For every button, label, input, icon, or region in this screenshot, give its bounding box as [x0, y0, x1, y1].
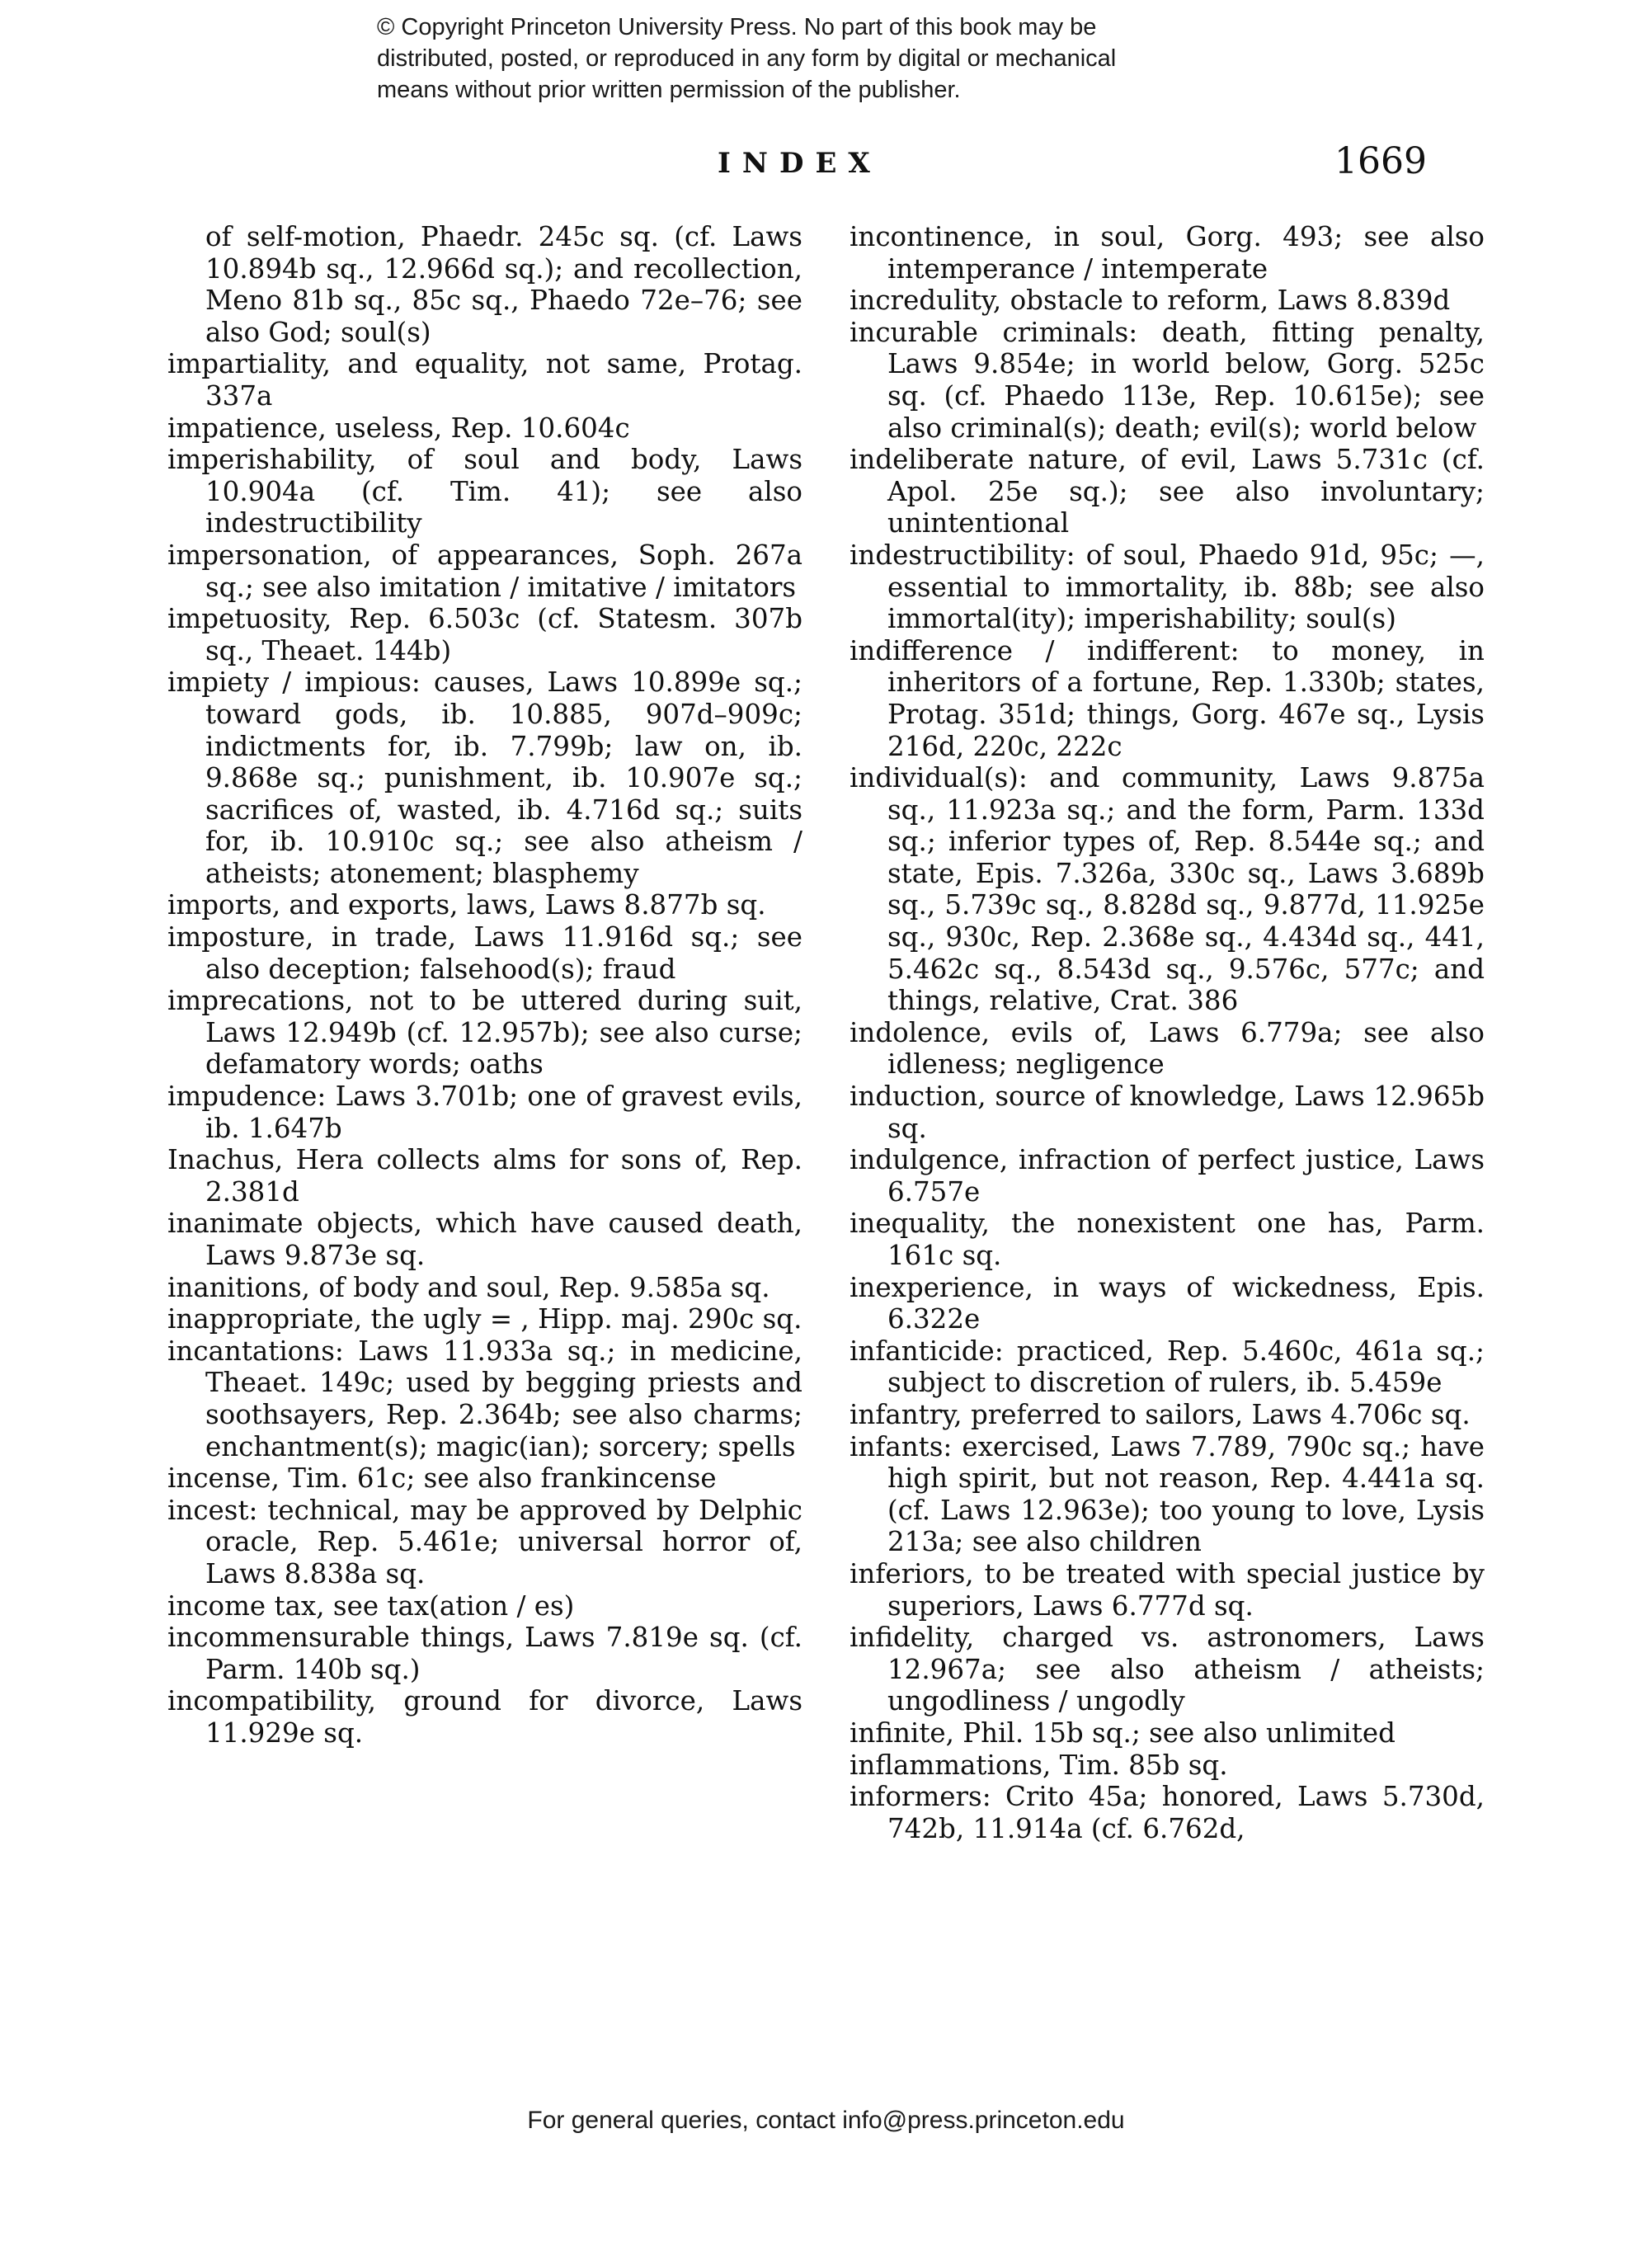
index-entry: Inachus, Hera collects alms for sons of, Rep. 2.381d: [167, 1144, 802, 1208]
index-entry: imposture, in trade, Laws 11.916d sq.; see also deception; falsehood(s); fraud: [167, 921, 802, 985]
page-header: [0, 140, 1652, 198]
index-entry: incommensurable things, Laws 7.819e sq. (cf. Parm. 140b sq.): [167, 1622, 802, 1685]
index-entry: inequality, the nonexistent one has, Parm. 161c sq.: [850, 1208, 1485, 1271]
index-entry: of self-motion, Phaedr. 245c sq. (cf. Laws 10.894b sq., 12.966d sq.); and recollection, Meno 81b sq., 85c sq., Phaedo 72e–76; see also God; soul(s): [205, 221, 802, 348]
index-entry: impudence: Laws 3.701b; one of gravest evils, ib. 1.647b: [167, 1081, 802, 1144]
index-entry: impartiality, and equality, not same, Protag. 337a: [167, 348, 802, 412]
index-entry: impatience, useless, Rep. 10.604c: [167, 412, 630, 444]
index-entry: incense, Tim. 61c; see also frankincense: [167, 1462, 717, 1495]
index-entry: infidelity, charged vs. astronomers, Laws 12.967a; see also atheism / atheists; ungodliness / ungodly: [850, 1622, 1485, 1717]
index-entry: inanimate objects, which have caused death, Laws 9.873e sq.: [167, 1208, 802, 1271]
index-entry: informers: Crito 45a; honored, Laws 5.730d, 742b, 11.914a (cf. 6.762d,: [850, 1781, 1485, 1844]
index-entry: induction, source of knowledge, Laws 12.965b sq.: [850, 1081, 1485, 1144]
copyright-line: © Copyright Princeton University Press. No part of this book may be: [377, 14, 1097, 40]
index-entry: indeliberate nature, of evil, Laws 5.731c (cf. Apol. 25e sq.); see also involuntary; unintentional: [850, 444, 1485, 539]
index-entry: inferiors, to be treated with special justice by superiors, Laws 6.777d sq.: [850, 1557, 1485, 1622]
index-entry: impersonation, of appearances, Soph. 267a sq.; see also imitation / imitative / imitators: [167, 539, 802, 603]
copyright-line: means without prior written permission of the publisher.: [377, 77, 961, 103]
index-entry: infanticide: practiced, Rep. 5.460c, 461a sq.; subject to discretion of rulers, ib. 5.459e: [850, 1335, 1485, 1399]
index-entry: incontinence, in soul, Gorg. 493; see also intemperance / intemperate: [850, 221, 1485, 285]
index-entry: incredulity, obstacle to reform, Laws 8.839d: [850, 285, 1451, 317]
index-entry: inanitions, of body and soul, Rep. 9.585a sq.: [167, 1271, 770, 1303]
index-entry: incest: technical, may be approved by Delphic oracle, Rep. 5.461e; universal horror of, Laws 8.838a sq.: [167, 1494, 802, 1589]
index-entry: infantry, preferred to sailors, Laws 4.706c sq.: [850, 1398, 1471, 1430]
index-entry: incurable criminals: death, fitting penalty, Laws 9.854e; in world below, Gorg. 525c sq. (cf. Phaedo 113e, Rep. 10.615e); see also criminal(s); death; evil(s); world below: [850, 316, 1485, 444]
copyright-notice: [377, 12, 1284, 106]
index-column-right: [850, 221, 1485, 1844]
index-entry: imports, and exports, laws, Laws 8.877b sq.: [167, 889, 766, 921]
index-entry: imprecations, not to be uttered during suit, Laws 12.949b (cf. 12.957b); see also curse; defamatory words; oaths: [167, 985, 802, 1081]
index-entry: impiety / impious: causes, Laws 10.899e sq.; toward gods, ib. 10.885, 907d–909c; indictments for, ib. 7.799b; law on, ib. 9.868e sq.; punishment, ib. 10.907e sq.; sacrifices of, wasted, ib. 4.716d sq.; suits for, ib. 10.910c sq.; see also atheism / atheists; atonement; blasphemy: [167, 666, 802, 889]
index-entry: income tax, see tax(ation / es): [167, 1589, 575, 1622]
index-entry: imperishability, of soul and body, Laws 10.904a (cf. Tim. 41); see also indestructibility: [167, 444, 802, 539]
index-entry: indifference / indifferent: to money, in inheritors of a fortune, Rep. 1.330b; states, Protag. 351d; things, Gorg. 467e sq., Lysis 216d, 220c, 222c: [850, 634, 1485, 762]
footer-contact: For general queries, contact info@press.princeton.edu: [527, 2107, 1125, 2134]
index-entry: inappropriate, the ugly = , Hipp. maj. 290c sq.: [167, 1303, 802, 1335]
index-entry: indulgence, infraction of perfect justice, Laws 6.757e: [850, 1144, 1485, 1208]
index-entry: inexperience, in ways of wickedness, Epis. 6.322e: [850, 1271, 1485, 1335]
page-number: 1669: [1334, 140, 1427, 182]
running-title: INDEX: [718, 147, 882, 180]
index-entry: indolence, evils of, Laws 6.779a; see also idleness; negligence: [850, 1016, 1485, 1081]
index-entry: incompatibility, ground for divorce, Laws 11.929e sq.: [167, 1685, 802, 1749]
index-entry: infinite, Phil. 15b sq.; see also unlimited: [850, 1717, 1395, 1749]
index-entry: impetuosity, Rep. 6.503c (cf. Statesm. 307b sq., Theaet. 144b): [167, 603, 802, 666]
index-column-left: [167, 221, 802, 1749]
copyright-line: distributed, posted, or reproduced in any form by digital or mechanical: [377, 45, 1117, 72]
index-entry: incantations: Laws 11.933a sq.; in medicine, Theaet. 149c; used by begging priests and soothsayers, Rep. 2.364b; see also charms; enchantment(s); magic(ian); sorcery; spells: [167, 1335, 802, 1462]
index-entry: indestructibility: of soul, Phaedo 91d, 95c; —, essential to immortality, ib. 88b; see also immortal(ity); imperishability; soul(s): [850, 539, 1485, 635]
index-entry: individual(s): and community, Laws 9.875a sq., 11.923a sq.; and the form, Parm. 133d sq.; inferior types of, Rep. 8.544e sq.; and state, Epis. 7.326a, 330c sq., Laws 3.689b sq., 5.739c sq., 8.828d sq., 9.877d, 11.925e sq., 930c, Rep. 2.368e sq., 4.434d sq., 441, 5.462c sq., 8.543d sq., 9.576c, 577c; and things, relative, Crat. 386: [850, 762, 1485, 1017]
index-entry: inflammations, Tim. 85b sq.: [850, 1749, 1228, 1781]
index-entry: infants: exercised, Laws 7.789, 790c sq.; have high spirit, but not reason, Rep. 4.441a sq. (cf. Laws 12.963e); too young to love, Lysis 213a; see also children: [850, 1430, 1485, 1558]
